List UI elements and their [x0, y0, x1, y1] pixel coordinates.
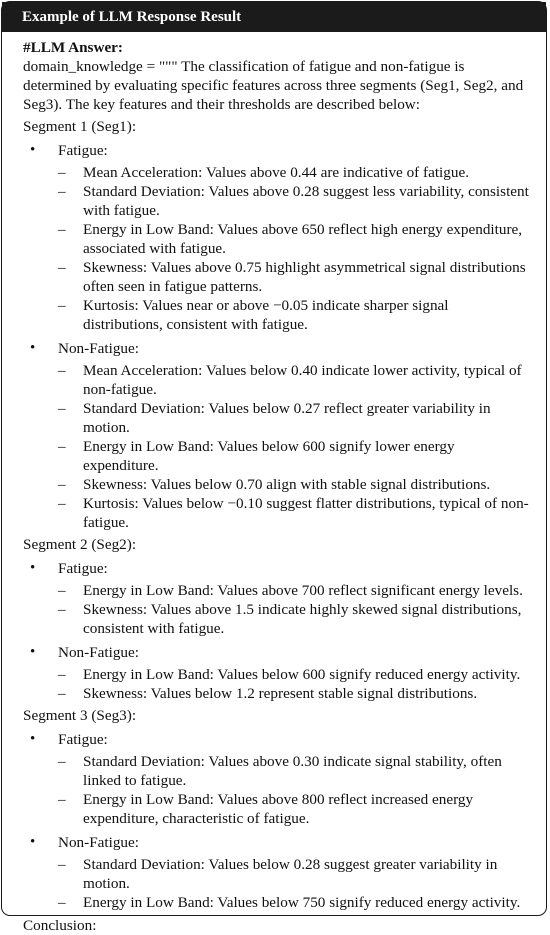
segment-title: Segment 3 (Seg3): — [23, 707, 137, 724]
bullet-icon: • — [30, 834, 36, 850]
response-box — [1, 1, 547, 934]
feature-text: Standard Deviation: Values above 0.30 indicate signal stability, often linked to fatigue. — [83, 753, 502, 789]
feature-text: Energy in Low Band: Values below 600 signify reduced energy activity. — [83, 666, 521, 683]
dash-icon: – — [58, 362, 66, 379]
feature-list — [58, 855, 532, 912]
group-label: Non-Fatigue: — [58, 340, 139, 357]
group-label: Fatigue: — [58, 731, 108, 748]
dash-icon: – — [58, 495, 66, 512]
feature-item — [58, 399, 532, 437]
dash-icon: – — [58, 259, 66, 276]
feature-list — [58, 752, 532, 828]
feature-list — [58, 665, 532, 703]
class-group — [23, 559, 532, 638]
feature-text: Energy in Low Band: Values above 800 reflect increased energy expenditure, characteristic of fatigue. — [83, 791, 474, 827]
feature-item — [58, 665, 532, 684]
segment-title: Segment 1 (Seg1): — [23, 118, 137, 135]
feature-item — [58, 296, 532, 334]
segment-title: Segment 2 (Seg2): — [23, 536, 137, 553]
dash-icon: – — [58, 476, 66, 493]
feature-text: Skewness: Values below 1.2 represent stable signal distributions. — [83, 685, 478, 702]
bullet-icon: • — [30, 731, 36, 747]
group-label: Non-Fatigue: — [58, 834, 139, 851]
box-header — [2, 2, 546, 32]
dash-icon: – — [58, 791, 66, 808]
dash-icon: – — [58, 601, 66, 618]
feature-item — [58, 182, 532, 220]
bullet-icon: • — [30, 644, 36, 660]
feature-list — [58, 361, 532, 532]
dash-icon: – — [58, 666, 66, 683]
feature-item — [58, 855, 532, 893]
class-group — [23, 141, 532, 334]
segment-section — [23, 535, 532, 703]
feature-item — [58, 494, 532, 532]
dash-icon: – — [58, 438, 66, 455]
feature-item — [58, 600, 532, 638]
feature-text: Energy in Low Band: Values below 750 signify reduced energy activity. — [83, 894, 521, 911]
feature-item — [58, 684, 532, 703]
dash-icon: – — [58, 297, 66, 314]
feature-text: Energy in Low Band: Values above 700 reflect significant energy levels. — [83, 582, 523, 599]
group-label: Non-Fatigue: — [58, 644, 139, 661]
segment-section — [23, 117, 532, 532]
dash-icon: – — [58, 183, 66, 200]
dash-icon: – — [58, 221, 66, 238]
class-group — [23, 730, 532, 828]
dash-icon: – — [58, 856, 66, 873]
feature-list — [58, 581, 532, 638]
feature-text: Energy in Low Band: Values above 650 reflect high energy expenditure, associated with fatigue. — [83, 221, 523, 257]
class-group — [23, 833, 532, 912]
group-label: Fatigue: — [58, 142, 108, 159]
feature-text: Mean Acceleration: Values below 0.40 indicate lower activity, typical of non-fatigue. — [83, 362, 522, 398]
bullet-icon: • — [30, 340, 36, 356]
class-group — [23, 643, 532, 703]
feature-item — [58, 790, 532, 828]
class-group — [23, 339, 532, 532]
feature-text: Energy in Low Band: Values below 600 signify lower energy expenditure. — [83, 438, 455, 474]
dash-icon: – — [58, 685, 66, 702]
feature-text: Standard Deviation: Values below 0.27 reflect greater variability in motion. — [83, 400, 491, 436]
answer-label: #LLM Answer: — [23, 39, 123, 56]
segments-container — [23, 117, 532, 912]
feature-item — [58, 361, 532, 399]
feature-text: Skewness: Values below 0.70 align with stable signal distributions. — [83, 476, 491, 493]
feature-item — [58, 163, 532, 182]
feature-text: Skewness: Values above 1.5 indicate highly skewed signal distributions, consistent with fatigue. — [83, 601, 522, 637]
feature-list — [58, 163, 532, 334]
feature-item — [58, 581, 532, 600]
dash-icon: – — [58, 753, 66, 770]
bullet-icon: • — [30, 560, 36, 576]
feature-item — [58, 258, 532, 296]
feature-item — [58, 220, 532, 258]
feature-item — [58, 893, 532, 912]
response-content — [2, 32, 546, 935]
feature-item — [58, 752, 532, 790]
dash-icon: – — [58, 894, 66, 911]
conclusion-label: Conclusion: — [23, 917, 97, 934]
dash-icon: – — [58, 400, 66, 417]
group-label: Fatigue: — [58, 560, 108, 577]
dash-icon: – — [58, 582, 66, 599]
box-title: Example of LLM Response Result — [22, 9, 242, 25]
intro-paragraph: domain_knowledge = """ The classification of fatigue and non-fatigue is determined by evaluating specific features across three segments (Seg1, Seg2, and Seg3). The key features and their thresholds are described below: — [23, 58, 524, 113]
feature-text: Standard Deviation: Values above 0.28 suggest less variability, consistent with fatigue. — [83, 183, 529, 219]
bullet-icon: • — [30, 142, 36, 158]
feature-item — [58, 475, 532, 494]
segment-section — [23, 706, 532, 912]
feature-text: Skewness: Values above 0.75 highlight asymmetrical signal distributions often seen in fatigue patterns. — [83, 259, 526, 295]
feature-item — [58, 437, 532, 475]
feature-text: Kurtosis: Values below −0.10 suggest flatter distributions, typical of non-fatigue. — [83, 495, 529, 531]
feature-text: Kurtosis: Values near or above −0.05 indicate sharper signal distributions, consistent with fatigue. — [83, 297, 449, 333]
feature-text: Mean Acceleration: Values above 0.44 are indicative of fatigue. — [83, 164, 470, 181]
feature-text: Standard Deviation: Values below 0.28 suggest greater variability in motion. — [83, 856, 498, 892]
dash-icon: – — [58, 164, 66, 181]
